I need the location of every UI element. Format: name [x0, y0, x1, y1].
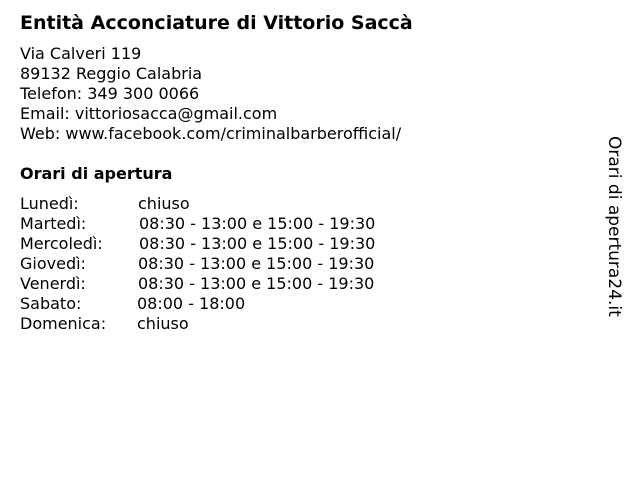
phone-number: Telefon: 349 300 0066 — [20, 84, 200, 103]
website-url: Web: www.facebook.com/criminalbarberofficial/ — [20, 124, 402, 143]
day-label: Giovedì: — [20, 254, 86, 273]
day-hours: 08:30 - 13:00 e 15:00 - 19:30 — [138, 254, 375, 273]
day-hours: chiuso — [137, 314, 189, 333]
email-address: Email: vittoriosacca@gmail.com — [20, 104, 278, 123]
day-hours: 08:00 - 18:00 — [137, 294, 246, 313]
day-hours: 08:30 - 13:00 e 15:00 - 19:30 — [139, 234, 376, 253]
business-name: Entità Acconciature di Vittorio Saccà — [20, 12, 413, 34]
day-hours: 08:30 - 13:00 e 15:00 - 19:30 — [139, 214, 376, 233]
day-label: Lunedì: — [20, 194, 79, 213]
business-contact-block — [20, 44, 401, 144]
city-address: 89132 Reggio Calabria — [20, 64, 203, 83]
day-label: Domenica: — [20, 314, 107, 333]
day-hours: chiuso — [138, 194, 190, 213]
hours-heading: Orari di apertura — [20, 164, 173, 183]
day-label: Martedì: — [20, 214, 87, 233]
day-label: Venerdì: — [20, 274, 86, 293]
site-brand-vertical: Orari di apertura24.it — [604, 136, 624, 317]
day-hours: 08:30 - 13:00 e 15:00 - 19:30 — [138, 274, 375, 293]
street-address: Via Calveri 119 — [20, 44, 142, 63]
day-label: Mercoledì: — [20, 234, 103, 253]
day-label: Sabato: — [20, 294, 82, 313]
